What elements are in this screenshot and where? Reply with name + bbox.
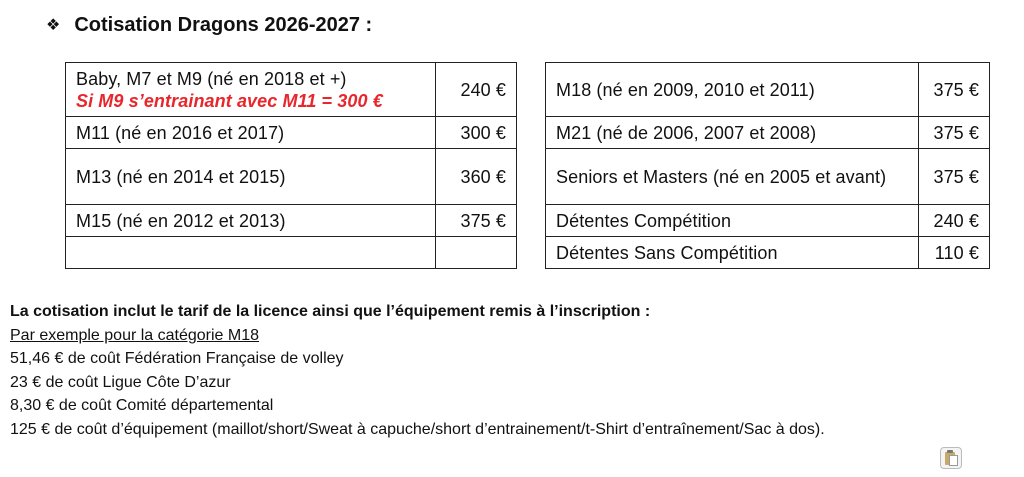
table-row [66,149,517,205]
category-cell: Détentes Compétition [546,205,919,237]
category-label: Baby, M7 et M9 (né en 2018 et +) [76,68,347,89]
category-cell [66,63,436,117]
category-cell: M15 (né en 2012 et 2013) [66,205,436,237]
fees-table-right [545,62,990,269]
price-cell: 110 € [919,237,990,269]
category-cell: Détentes Sans Compétition [546,237,919,269]
table-row [546,205,990,237]
category-cell [66,237,436,269]
price-cell [436,237,517,269]
category-cell: M13 (né en 2014 et 2015) [66,149,436,205]
price-cell: 240 € [436,63,517,117]
category-cell: Seniors et Masters (né en 2005 et avant) [546,149,919,205]
clipboard-sheet [949,455,958,466]
breakdown-line: 51,46 € de coût Fédération Française de volley [10,350,344,367]
table-row [546,63,990,117]
section-title [46,10,372,40]
table-row [66,117,517,149]
table-row [66,63,517,117]
price-cell: 375 € [919,117,990,149]
table-row [66,205,517,237]
price-cell: 240 € [919,205,990,237]
clipboard-icon[interactable] [940,447,962,469]
category-cell: M11 (né en 2016 et 2017) [66,117,436,149]
breakdown-line: 23 € de coût Ligue Côte D’azur [10,373,231,391]
price-cell: 360 € [436,149,517,205]
price-cell: 300 € [436,117,517,149]
category-cell: M21 (né de 2006, 2007 et 2008) [546,117,919,149]
category-cell: M18 (né en 2009, 2010 et 2011) [546,63,919,117]
breakdown-line: 125 € de coût d’équipement (maillot/short/Sweat à capuche/short d’entrainement/t-Shirt d’entraînement/Sac à dos). [10,420,825,438]
table-row [546,117,990,149]
fee-breakdown [10,300,825,441]
fees-table-left [65,62,517,269]
price-cell: 375 € [436,205,517,237]
promo-note: Si M9 s’entrainant avec M11 = 300 € [76,90,383,111]
table-row [66,237,517,269]
table-row [546,237,990,269]
price-cell: 375 € [919,149,990,205]
diamond-bullet-icon: ❖ [46,17,61,34]
title-text: Cotisation Dragons 2026-2027 : [74,13,373,36]
table-row [546,149,990,205]
clipboard-clip [947,450,953,453]
breakdown-title: La cotisation inclut le tarif de la licence ainsi que l’équipement remis à l’inscription : [10,303,651,320]
breakdown-line: 8,30 € de coût Comité départemental [10,397,274,414]
price-cell: 375 € [919,63,990,117]
example-heading: Par exemple pour la catégorie M18 [10,326,260,344]
